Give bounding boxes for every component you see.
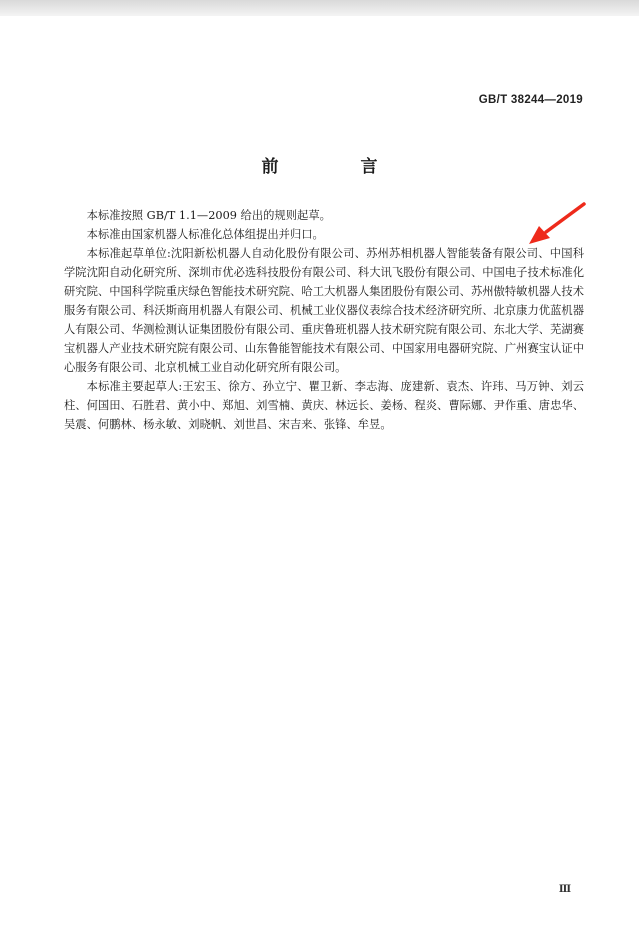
paragraph-drafting-units: 本标准起草单位:沈阳新松机器人自动化股份有限公司、苏州苏相机器人智能装备有限公司、中国科学院沈阳自动化研究所、深圳市优必选科技股份有限公司、科大讯飞股份有限公司、中国电子技术标准化研究院、中国科学院重庆绿色智能技术研究院、哈工大机器人集团股份有限公司、苏州傲特敏机器人技术服务有限公司、科沃斯商用机器人有限公司、机械工业仪器仪表综合技术经济研究所、北京康力优蓝机器人有限公司、华测检测认证集团股份有限公司、重庆鲁班机器人技术研究院有限公司、东北大学、芜湖赛宝机器人产业技术研究院有限公司、山东鲁能智能技术有限公司、中国家用电器研究院、广州赛宝认证中心服务有限公司、北京机械工业自动化研究所有限公司。 [64, 247, 584, 374]
foreword-body [64, 206, 584, 434]
page-title: 前 言 [261, 157, 416, 177]
paragraph-drafters: 本标准主要起草人:王宏玉、徐方、孙立宁、瞿卫新、李志海、庞建新、袁杰、许玮、马万钟、刘云柱、何国田、石胜君、黄小中、郑旭、刘雪楠、黄庆、林远长、姜杨、程炎、曹际娜、尹作重、唐忠华、吴震、何鹏林、杨永敏、刘晓帆、刘世昌、宋吉来、张锋、牟昱。 [64, 380, 584, 431]
standard-code: GB/T 38244—2019 [478, 94, 583, 106]
page-number: Ⅲ [558, 884, 571, 895]
top-border-strip [0, 0, 639, 16]
paragraph-proposer: 本标准由国家机器人标准化总体组提出并归口。 [86, 228, 324, 241]
paragraph-rules: 本标准按照 GB/T 1.1—2009 给出的规则起草。 [86, 209, 331, 222]
